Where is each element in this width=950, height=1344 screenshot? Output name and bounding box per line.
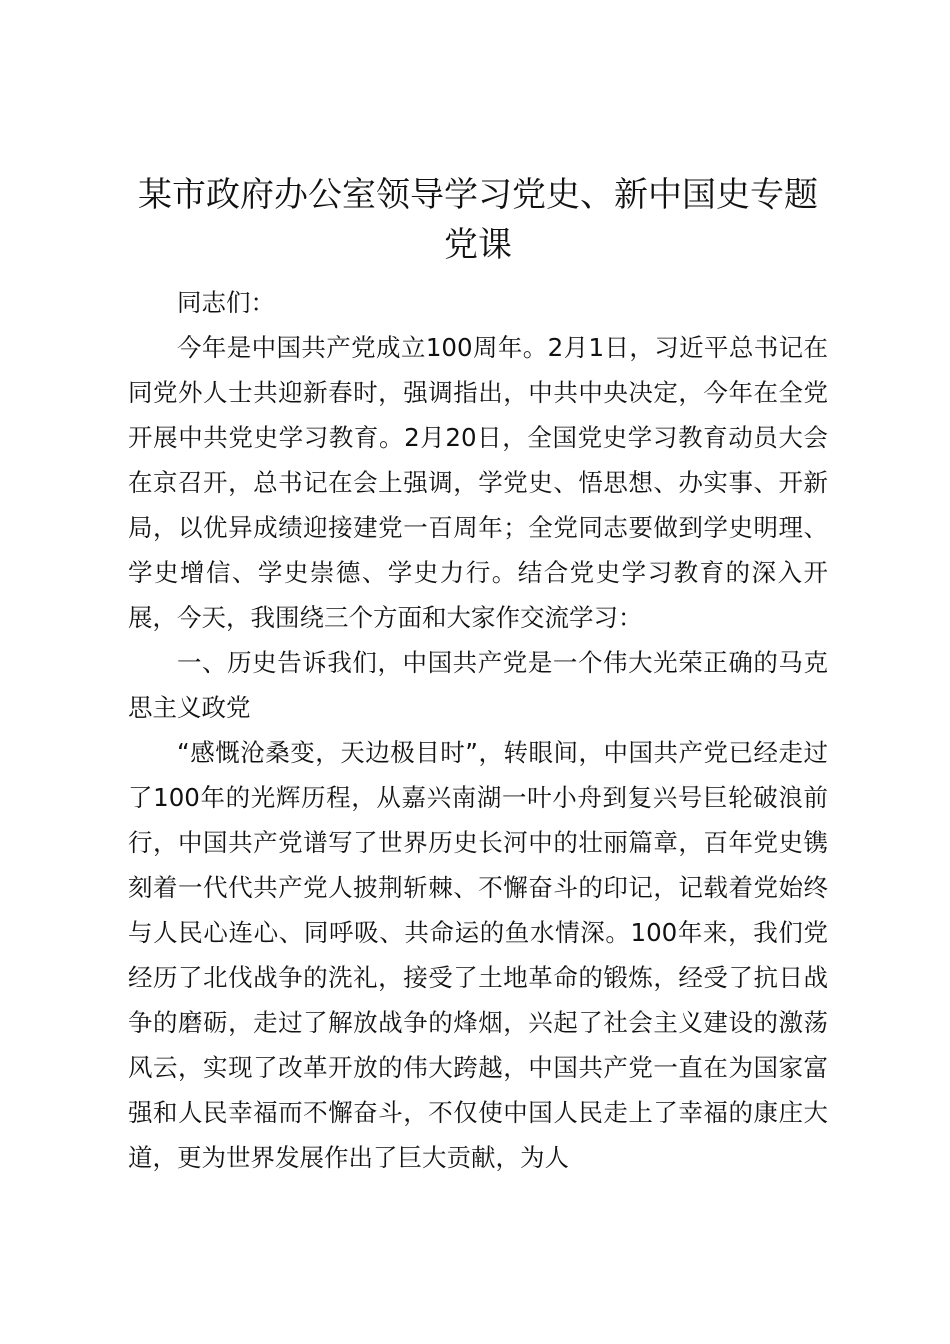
salutation: 同志们： — [177, 288, 275, 317]
body-paragraph: “感慨沧桑变，天边极目时”，转眼间，中国共产党已经走过了100年的光辉历程，从嘉兴南湖一叶小舟到复兴号巨轮破浪前行，中国共产党谱写了世界历史长河中的壮丽篇章，百年党史镌刻着一代代共产党人披荆斩棘、不懈奋斗的印记，记载着党始终与人民心连心、同呼吸、共命运的鱼水情深。100年来，我们党经历了北伐战争的洗礼，接受了土地革命的锻炼，经受了抗日战争的磨砺，走过了解放战争的烽烟，兴起了社会主义建设的激荡风云，实现了改革开放的伟大跨越，中国共产党一直在为国家富强和人民幸福而不懈奋斗，不仅使中国人民走上了幸福的康庄大道，更为世界发展作出了巨大贡献，为人 — [128, 738, 828, 1172]
intro-paragraph: 今年是中国共产党成立100周年。2月1日，习近平总书记在同党外人士共迎新春时，强调指出，中共中央决定，今年在全党开展中共党史学习教育。2月20日，全国党史学习教育动员大会在京召开，总书记在会上强调，学党史、悟思想、办实事、开新局，以优异成绩迎接建党一百周年；全党同志要做到学史明理、学史增信、学史崇德、学史力行。结合党史学习教育的深入开展，今天，我围绕三个方面和大家作交流学习： — [128, 333, 828, 632]
section-heading-one: 一、历史告诉我们，中国共产党是一个伟大光荣正确的马克思主义政党 — [128, 648, 828, 722]
document-body — [128, 280, 828, 1180]
document-content — [128, 170, 828, 1180]
document-title: 某市政府办公室领导学习党史、新中国史专题党课 — [138, 175, 818, 265]
